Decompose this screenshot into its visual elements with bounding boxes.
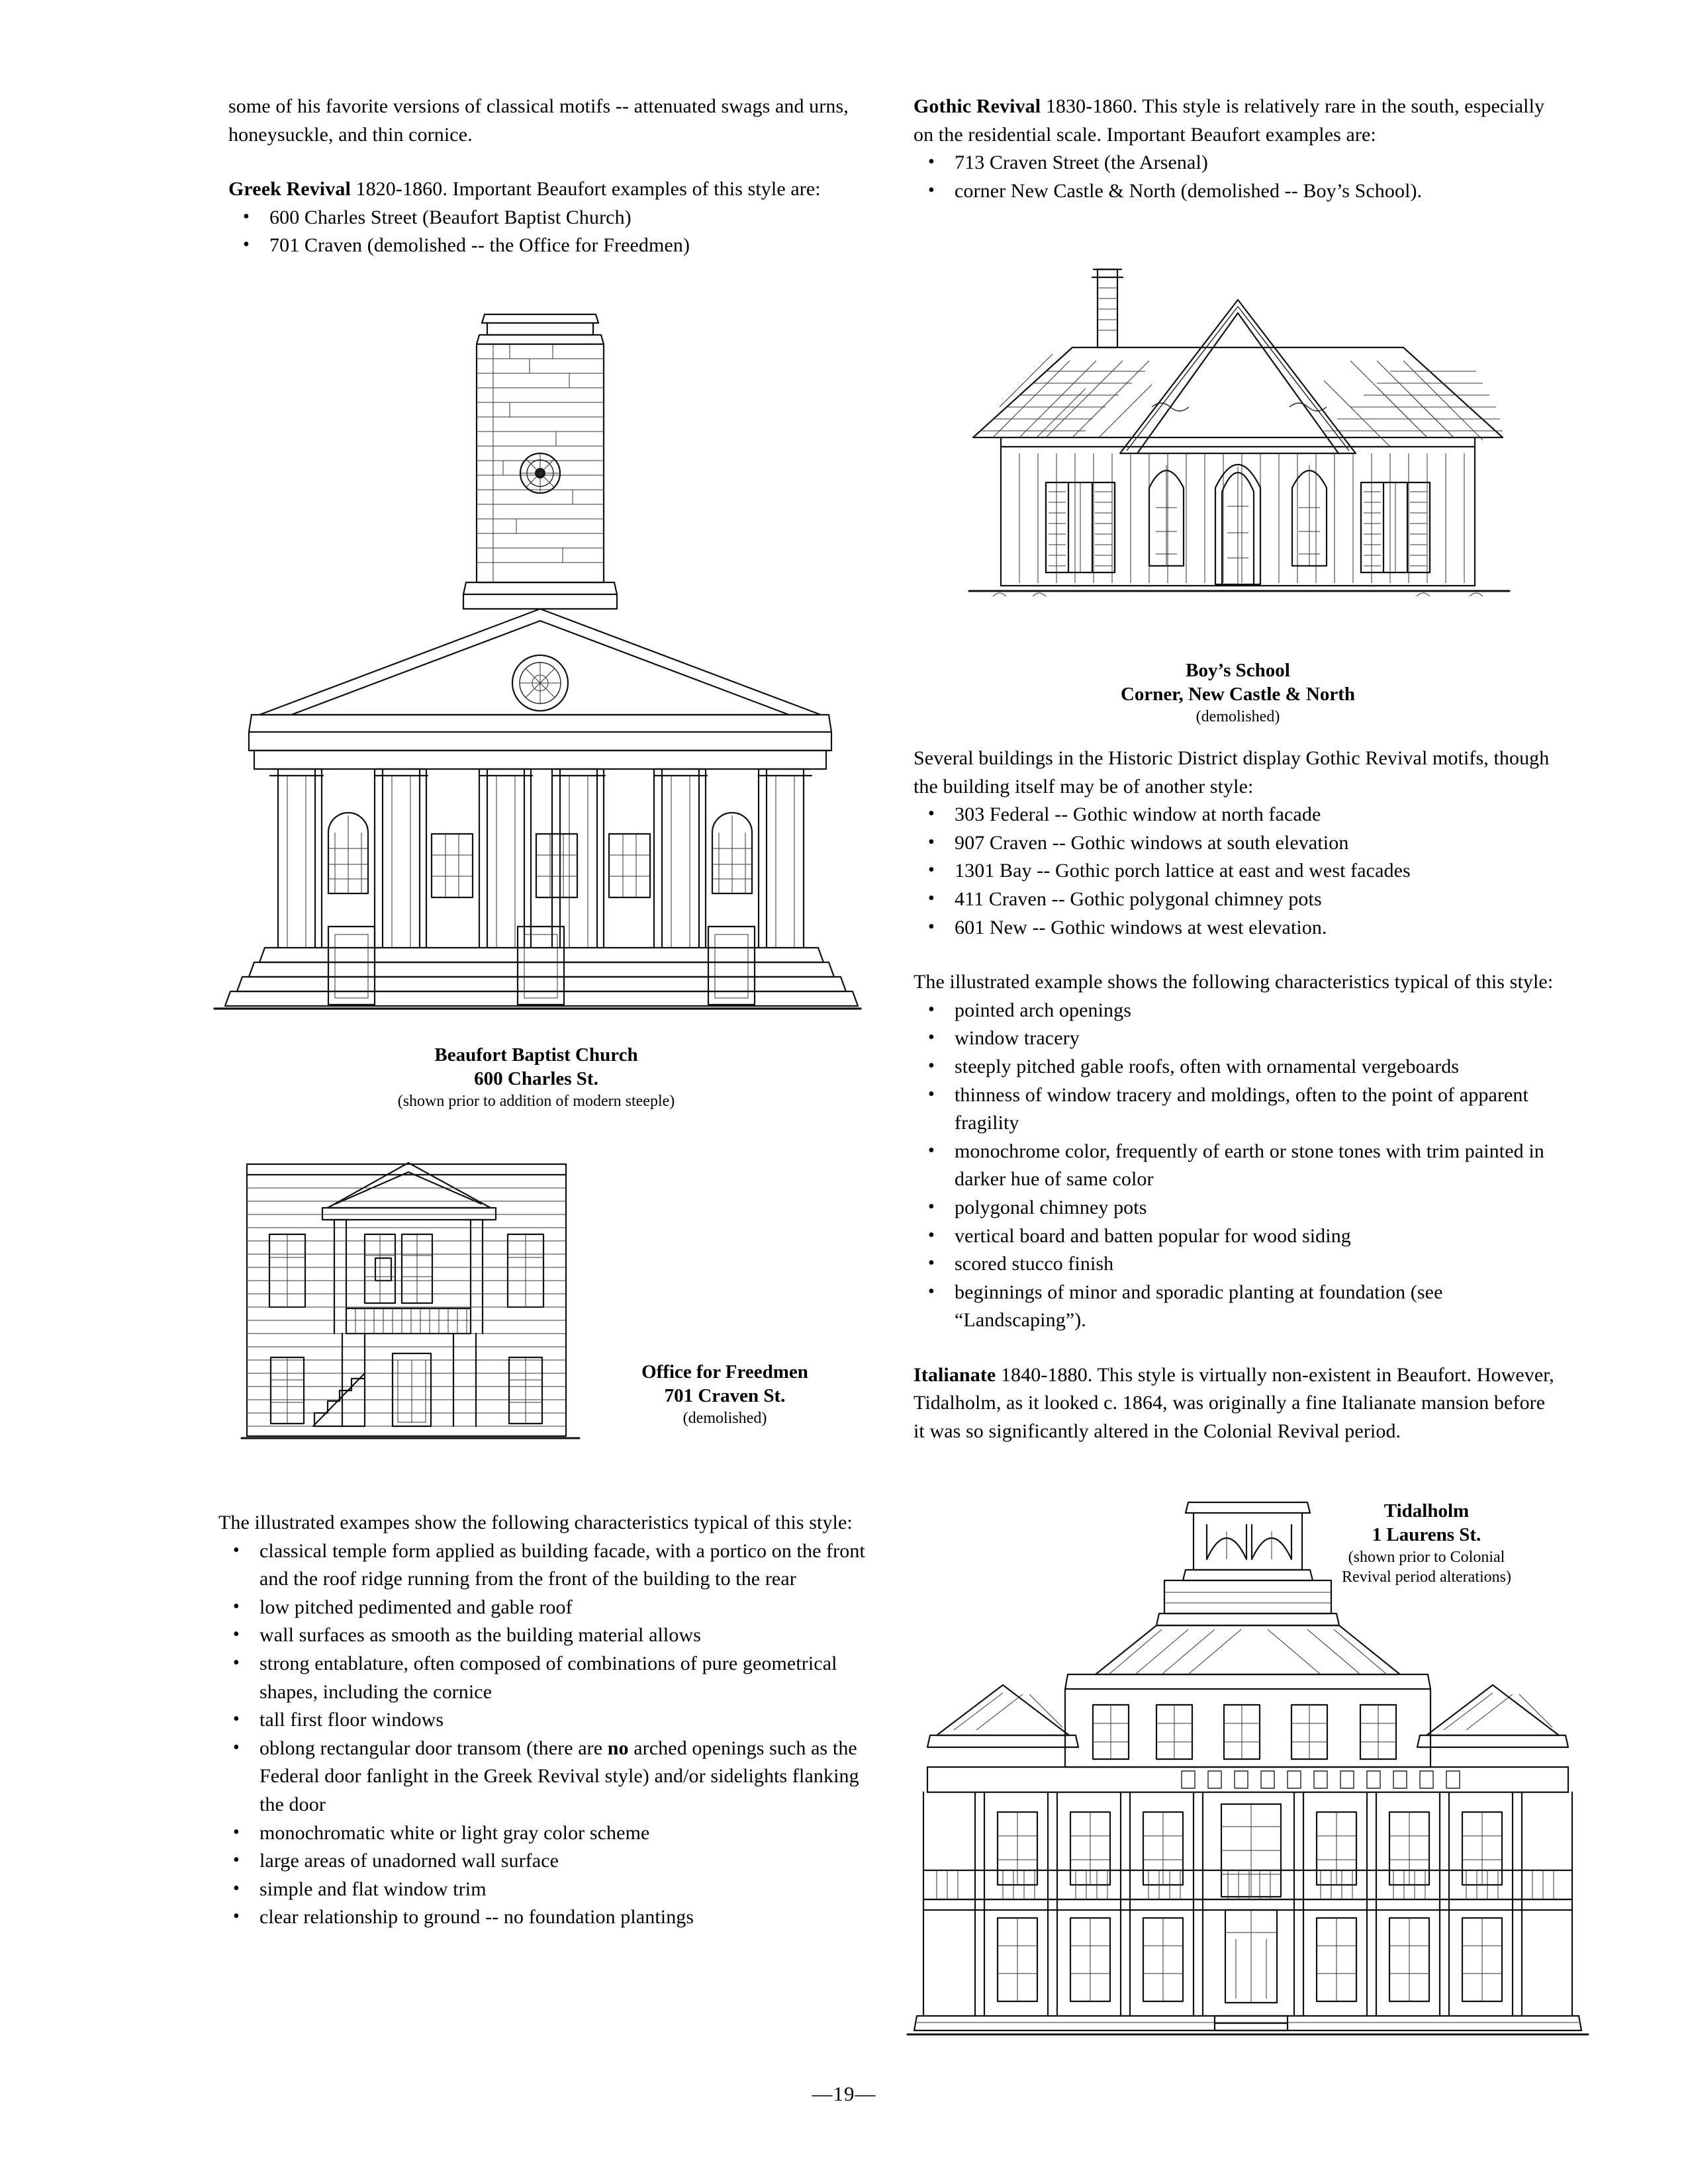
- italianate-dates: 1840-1880.: [1000, 1363, 1093, 1386]
- list-item: • window tracery: [914, 1024, 1556, 1053]
- boys-school-illustration: [953, 255, 1523, 652]
- caption-note: (demolished): [1196, 707, 1280, 725]
- freedmen-caption: [583, 1360, 867, 1428]
- italianate-lead: This style is virtually non-existent in Beaufort. However, Tidalholm, as it looked c. 1864, was originally a fine Italianate mansion before it was so significantly altered in the Colonial Revival period.: [914, 1363, 1554, 1443]
- list-item: • clear relationship to ground -- no foundation plantings: [218, 1903, 867, 1932]
- transom-bold: no: [607, 1737, 629, 1759]
- caption-note: (demolished): [682, 1409, 767, 1427]
- greek-revival-characteristics-list: [218, 1537, 867, 1932]
- caption-address: 701 Craven St.: [664, 1385, 786, 1407]
- list-item-transom: [218, 1735, 867, 1819]
- left-column: [228, 93, 864, 260]
- caption-title: Office for Freedmen: [641, 1361, 808, 1383]
- list-item: • 411 Craven -- Gothic polygonal chimney pots: [914, 886, 1556, 914]
- right-column: [914, 93, 1549, 205]
- italianate-heading: Italianate: [914, 1363, 996, 1386]
- gothic-revival-heading-paragraph: [914, 93, 1549, 149]
- greek-revival-heading-paragraph: [228, 175, 864, 204]
- gothic-revival-lead: This style is relatively rare in the south, especially on the residential scale. Important Beaufort examples are:: [914, 95, 1545, 146]
- gothic-revival-examples-list: [914, 149, 1549, 205]
- list-item: • 601 New -- Gothic windows at west elevation.: [914, 914, 1556, 942]
- gothic-characteristics-list: [914, 997, 1556, 1335]
- gothic-characteristics-lead: The illustrated example shows the following characteristics typical of this style:: [914, 971, 1554, 993]
- figure-beaufort-baptist-church: [199, 278, 874, 1111]
- page-number: —19—: [812, 2082, 876, 2105]
- list-item: • 600 Charles Street (Beaufort Baptist Church): [228, 204, 864, 232]
- caption-title: Tidalholm: [1383, 1500, 1470, 1522]
- right-column-lower: [914, 745, 1556, 1446]
- greek-revival-dates: 1820-1860.: [355, 178, 447, 201]
- italianate-paragraph: [914, 1361, 1556, 1446]
- motifs-lead: Several buildings in the Historic District display Gothic Revival motifs, though the building itself may be of another style:: [914, 747, 1550, 797]
- list-item: • scored stucco finish: [914, 1250, 1556, 1279]
- list-item: • 1301 Bay -- Gothic porch lattice at east and west facades: [914, 857, 1556, 886]
- characteristics-lead: The illustrated exampes show the following characteristics typical of this style:: [218, 1512, 853, 1533]
- caption-title: Boy’s School: [1186, 660, 1290, 681]
- gothic-revival-dates: 1830-1860.: [1045, 95, 1138, 117]
- list-item: • thinness of window tracery and moldings, often to the point of apparent fragility: [914, 1081, 1556, 1138]
- list-item: • polygonal chimney pots: [914, 1194, 1556, 1222]
- list-item: • tall first floor windows: [218, 1706, 867, 1735]
- list-item: • strong entablature, often composed of combinations of pure geometrical shapes, including the cornice: [218, 1650, 867, 1706]
- freedmen-illustration: [235, 1135, 592, 1466]
- gothic-motifs-list: [914, 801, 1556, 942]
- list-item: • 713 Craven Street (the Arsenal): [914, 149, 1549, 177]
- caption-title: Beaufort Baptist Church: [434, 1044, 638, 1066]
- caption-address: 600 Charles St.: [474, 1068, 598, 1090]
- list-item: • classical temple form applied as building facade, with a portico on the front and the roof ridge running from the front of the building to the rear: [218, 1537, 867, 1594]
- caption-note: (shown prior to addition of modern steeple): [397, 1092, 675, 1110]
- figure-tidalholm: [897, 1476, 1599, 2045]
- list-item: • monochromatic white or light gray color scheme: [218, 1819, 867, 1848]
- greek-revival-characteristics: [218, 1509, 867, 1932]
- list-item: • 303 Federal -- Gothic window at north facade: [914, 801, 1556, 829]
- figure-office-for-freedmen: [235, 1135, 592, 1466]
- list-item: • steeply pitched gable roofs, often with ornamental vergeboards: [914, 1053, 1556, 1081]
- list-item: • simple and flat window trim: [218, 1876, 867, 1904]
- caption-note-1: (shown prior to Colonial: [1348, 1548, 1505, 1566]
- list-item: • corner New Castle & North (demolished -- Boy’s School).: [914, 177, 1549, 206]
- greek-revival-examples-list: [228, 204, 864, 260]
- list-item: • monochrome color, frequently of earth or stone tones with trim painted in darker hue of same color: [914, 1138, 1556, 1194]
- church-illustration: [199, 278, 874, 1032]
- transom-part2: arched openings such as the Federal door fanlight in the Greek Revival style) and/or sidelights flanking the door: [259, 1737, 859, 1815]
- caption-address: Corner, New Castle & North: [1120, 684, 1356, 705]
- intro-paragraph: some of his favorite versions of classical motifs -- attenuated swags and urns, honeysuckle, and thin cornice.: [228, 95, 849, 146]
- list-item: • pointed arch openings: [914, 997, 1556, 1025]
- list-item: • wall surfaces as smooth as the building material allows: [218, 1621, 867, 1650]
- caption-address: 1 Laurens St.: [1372, 1524, 1481, 1546]
- gothic-revival-heading: Gothic Revival: [914, 95, 1041, 117]
- list-item: • vertical board and batten popular for wood siding: [914, 1222, 1556, 1251]
- list-item: • large areas of unadorned wall surface: [218, 1847, 867, 1876]
- list-item: • low pitched pedimented and gable roof: [218, 1594, 867, 1622]
- caption-note-2: Revival period alterations): [1342, 1568, 1511, 1586]
- list-item: • 907 Craven -- Gothic windows at south elevation: [914, 829, 1556, 858]
- transom-part1: oblong rectangular door transom (there are: [259, 1737, 608, 1759]
- greek-revival-lead: Important Beaufort examples of this style are:: [452, 178, 821, 201]
- greek-revival-heading: Greek Revival: [228, 178, 351, 201]
- tidalholm-illustration: [897, 1476, 1599, 2045]
- church-caption: [199, 1043, 874, 1111]
- boys-school-caption: [953, 659, 1523, 727]
- list-item: • 701 Craven (demolished -- the Office for Freedmen): [228, 232, 864, 260]
- figure-boys-school: [953, 255, 1523, 727]
- list-item: • beginnings of minor and sporadic planting at foundation (see “Landscaping”).: [914, 1279, 1556, 1335]
